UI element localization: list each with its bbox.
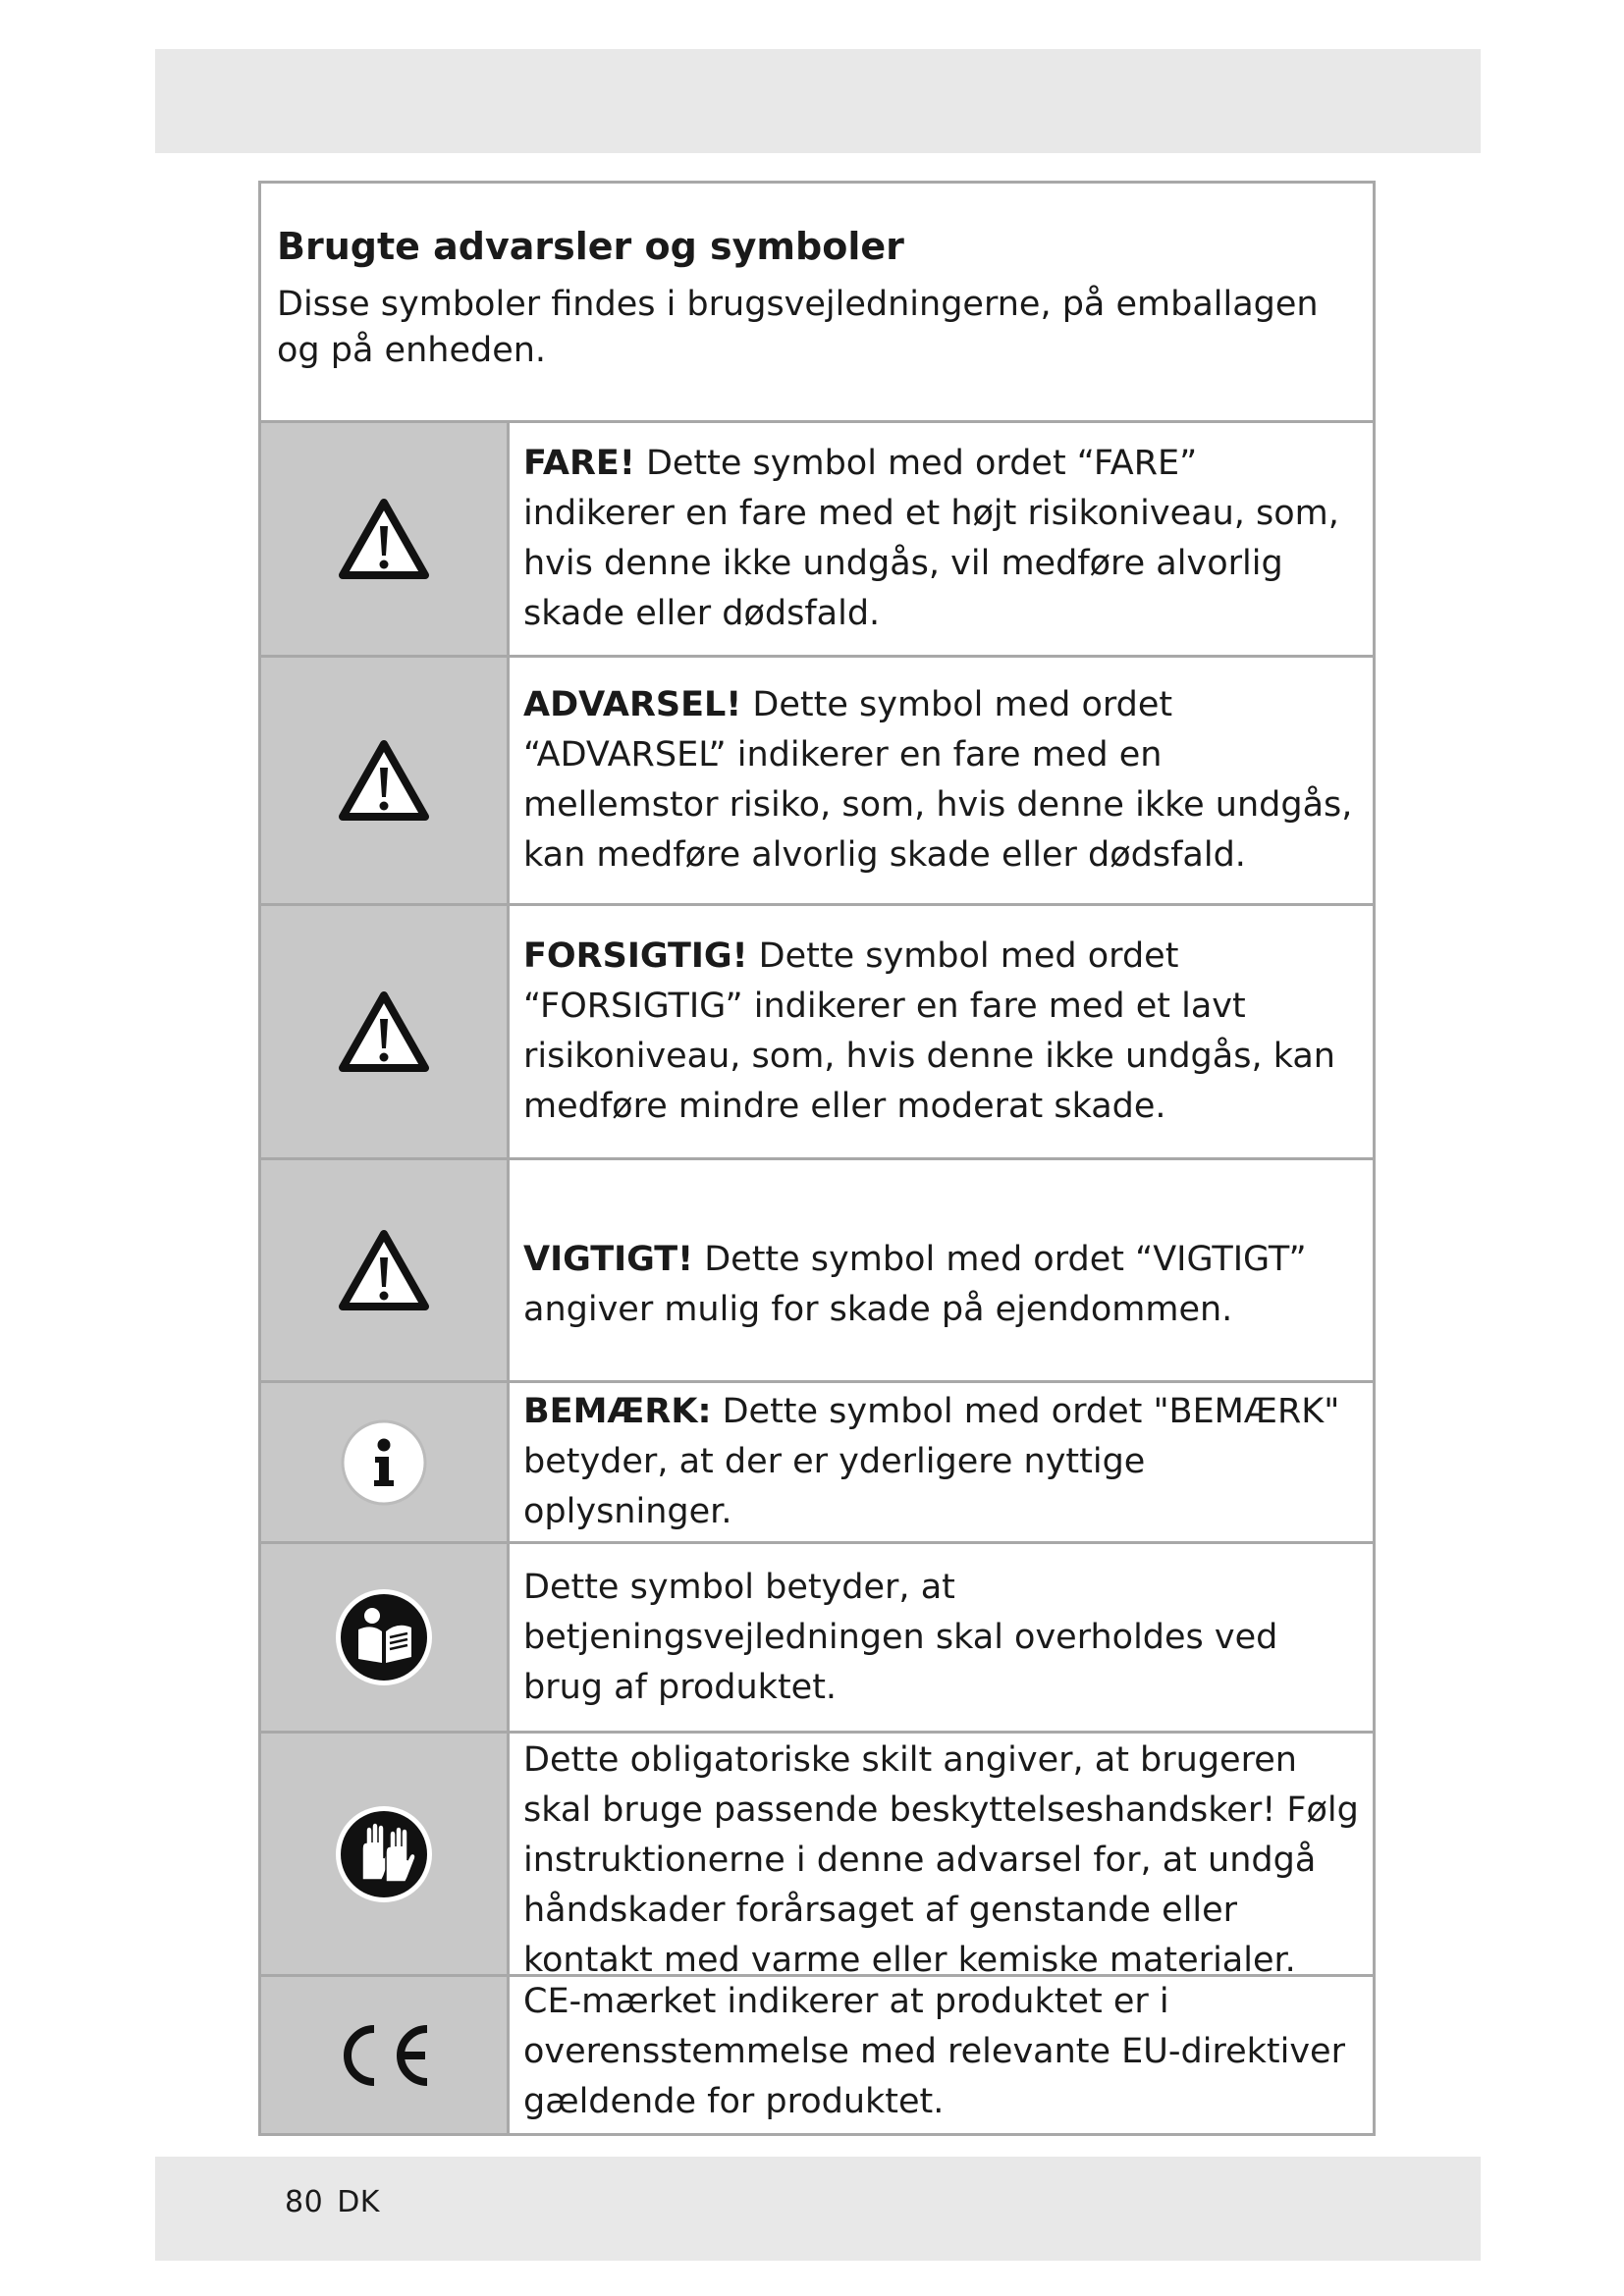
keyword-label: BEMÆRK:	[523, 1392, 712, 1431]
warning-triangle-icon	[337, 497, 431, 581]
table-row	[261, 1383, 1373, 1544]
symbol-cell	[261, 1160, 510, 1380]
page-number: 80	[285, 2185, 324, 2219]
info-icon	[339, 1417, 429, 1508]
symbol-description: VIGTIGT! Dette symbol med ordet “VIGTIGT” angiver mulig for skade på ejendommen.	[523, 1240, 1307, 1329]
symbol-cell	[261, 423, 510, 655]
table-row	[261, 1734, 1373, 1980]
keyword-label: VIGTIGT!	[523, 1240, 694, 1279]
symbol-cell	[261, 1977, 510, 2133]
symbol-cell	[261, 906, 510, 1157]
header-band	[155, 49, 1481, 153]
section-description: Disse symboler findes i brugsvejledningerne, på emballagen og på enheden.	[277, 285, 1319, 370]
section-title: Brugte advarsler og symboler	[277, 225, 904, 268]
table-header	[261, 184, 1373, 423]
symbol-description: FARE! Dette symbol med ordet “FARE” indikerer en fare med et højt risikoniveau, som, hvis denne ikke undgås, vil medføre alvorlig skade eller dødsfald.	[523, 444, 1339, 633]
symbols-table	[258, 181, 1376, 2136]
symbol-description: ADVARSEL! Dette symbol med ordet “ADVARSEL” indikerer en fare med en mellemstor risiko, som, hvis denne ikke undgås, kan medføre alvorlig skade eller dødsfald.	[523, 685, 1353, 875]
wear-gloves-icon	[333, 1803, 435, 1905]
ce-mark-icon	[333, 2021, 435, 2090]
table-row	[261, 906, 1373, 1160]
warning-triangle-icon	[337, 738, 431, 823]
symbol-cell	[261, 1544, 510, 1731]
symbol-description: CE-mærket indikerer at produktet er i overensstemmelse med relevante EU-direktiver gældende for produktet.	[523, 1982, 1345, 2121]
keyword-label: FARE!	[523, 444, 635, 483]
symbol-description: FORSIGTIG! Dette symbol med ordet “FORSIGTIG” indikerer en fare med et lavt risikoniveau, som, hvis denne ikke undgås, kan medføre mindre eller moderat skade.	[523, 936, 1335, 1126]
table-row	[261, 1544, 1373, 1734]
symbol-description: Dette obligatoriske skilt angiver, at brugeren skal bruge passende beskyttelseshandsker! Følg instruktionerne i denne advarsel for, at undgå håndskader forårsaget af genstande eller kontakt med varme eller kemiske materialer.	[523, 1740, 1359, 1980]
symbol-cell	[261, 658, 510, 903]
table-row	[261, 658, 1373, 906]
keyword-label: FORSIGTIG!	[523, 936, 748, 976]
symbol-description: BEMÆRK: Dette symbol med ordet "BEMÆRK" betyder, at der er yderligere nyttige oplysninger.	[523, 1392, 1340, 1531]
table-row	[261, 1977, 1373, 2133]
symbol-description: Dette symbol betyder, at betjeningsvejledningen skal overholdes ved brug af produktet.	[523, 1567, 1278, 1707]
keyword-label: ADVARSEL!	[523, 685, 742, 724]
symbol-cell	[261, 1734, 510, 1974]
warning-triangle-icon	[337, 1228, 431, 1312]
symbol-cell	[261, 1383, 510, 1541]
read-manual-icon	[333, 1586, 435, 1688]
table-row	[261, 1160, 1373, 1383]
page-footer	[285, 2185, 394, 2219]
language-code: DK	[337, 2185, 380, 2219]
warning-triangle-icon	[337, 989, 431, 1074]
table-row	[261, 423, 1373, 658]
